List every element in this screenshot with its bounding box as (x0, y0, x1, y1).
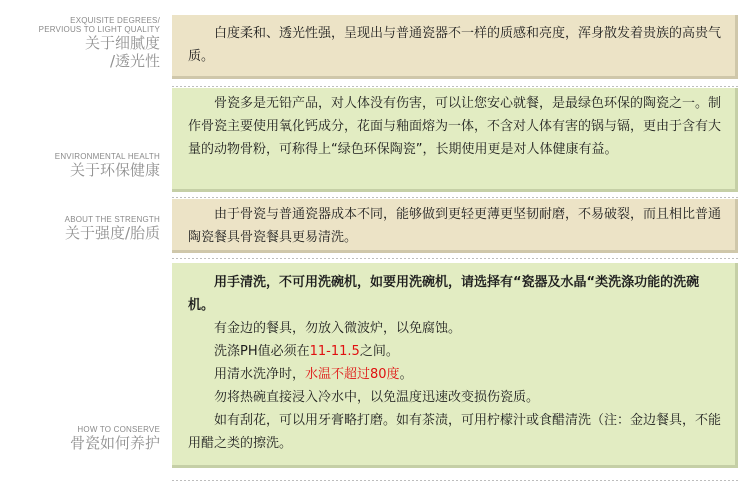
ph-suffix: 之间。 (359, 344, 399, 359)
temp-suffix: 。 (399, 367, 413, 382)
label-en: ABOUT THE STRENGTH (64, 215, 160, 224)
care-tip-scratches-stains: 如有刮花，可以用牙膏略打磨。如有茶渍，可用柠檬汁或食醋清洗（注：金边餐具，不能用醋之类的擦洗。 (188, 413, 722, 451)
temp-value: 水温不超过80度 (305, 367, 400, 382)
section-label (0, 425, 160, 452)
label-cn: 骨瓷如何养护 (69, 434, 160, 452)
temp-prefix: 用清水洗净时， (214, 367, 306, 382)
label-cn: 关于环保健康 (69, 161, 160, 179)
label-cn: 关于强度/胎质 (64, 224, 160, 242)
section-label (0, 16, 160, 70)
care-tip-water-temp (188, 363, 721, 386)
care-tip-gold-rim: 有金边的餐具，勿放入微波炉，以免腐蚀。 (214, 321, 462, 336)
strength-text: 由于骨瓷与普通瓷器成本不同，能够做到更轻更薄更坚韧耐磨，不易破裂，而且相比普通陶瓷餐具骨瓷餐具更易清洗。 (188, 207, 722, 245)
eco-health-panel (172, 88, 738, 192)
divider (172, 86, 738, 87)
care-tip-thermal-shock: 勿将热碗直接浸入冷水中，以免温度迅速改变损伤瓷质。 (214, 390, 540, 405)
care-headline: 用手清洗，不可用洗碗机，如要用洗碗机，请选择有“瓷器及水晶“类洗涤功能的洗碗机。 (188, 275, 700, 313)
ph-value: 11-11.5 (309, 344, 360, 359)
translucency-panel (172, 15, 738, 79)
section-label (0, 215, 160, 242)
label-cn-line2: /透光性 (109, 52, 160, 70)
label-en: HOW TO CONSERVE (77, 425, 160, 434)
label-en: ENVIRONMENTAL HEALTH (54, 152, 160, 161)
divider (172, 480, 738, 481)
divider (172, 197, 738, 198)
translucency-text: 白度柔和、透光性强，呈现出与普通瓷器不一样的质感和亮度，浑身散发着贵族的高贵气质。 (188, 26, 722, 64)
eco-health-text: 骨瓷多是无铅产品，对人体没有伤害，可以让您安心就餐，是最绿色环保的陶瓷之一。制作骨瓷主要使用氧化钙成分，花面与釉面熔为一体，不含对人体有害的锅与镉，更由于含有大量的动物骨粉，可称得上“绿色环保陶瓷”，长期使用更是对人体健康有益。 (188, 96, 722, 157)
ph-prefix: 洗涤PH值必须在 (214, 344, 310, 359)
label-en-line2: PERVIOUS TO LIGHT QUALITY (38, 25, 160, 34)
divider (172, 258, 738, 259)
strength-panel (172, 199, 738, 253)
label-en-line1: EXQUISITE DEGREES/ (70, 16, 160, 25)
conserve-panel (172, 263, 738, 468)
label-cn-line1: 关于细腻度 (84, 34, 160, 52)
care-tip-ph (188, 340, 721, 363)
section-label (0, 152, 160, 179)
